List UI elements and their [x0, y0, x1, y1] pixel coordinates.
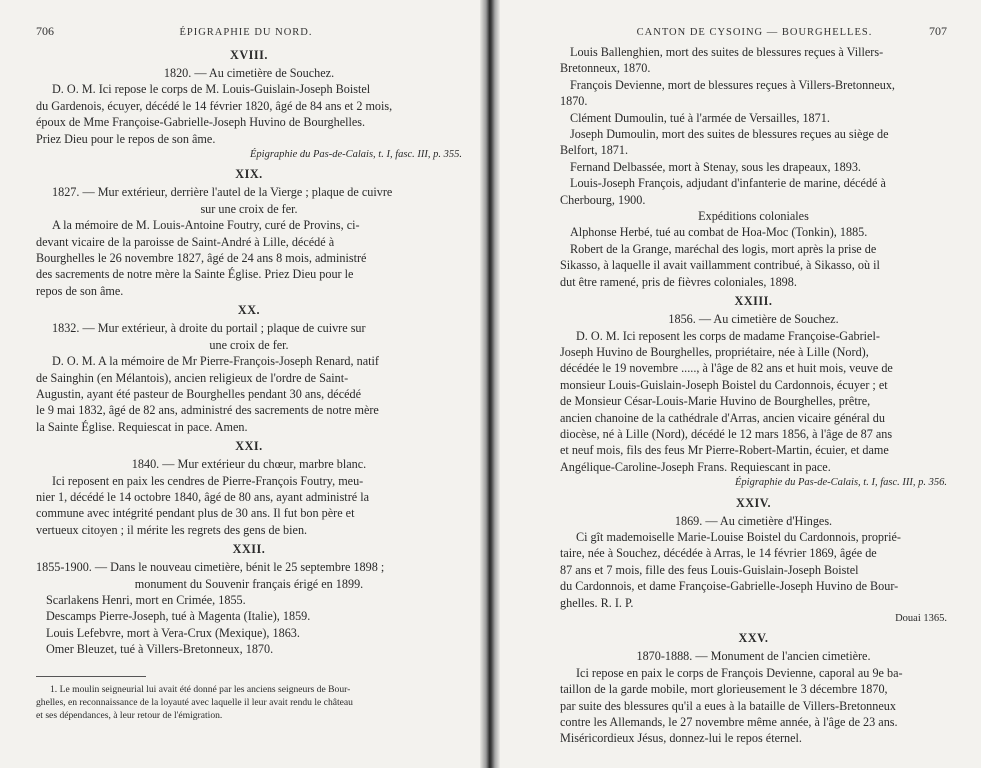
section-xviii-source: Épigraphie du Pas-de-Calais, t. I, fasc. III, p. 355. — [249, 149, 462, 161]
section-number-xxiii: XXIII. — [734, 294, 773, 309]
right-running-title: CANTON DE CYSOING — BOURGHELLES. — [636, 27, 873, 38]
text-line: le 9 mai 1832, âgé de 82 ans, administré des sacrements de notre mère — [36, 403, 379, 418]
footnote-line: 1. Le moulin seigneurial lui avait été donné par les anciens seigneurs de Bour- — [50, 683, 351, 695]
section-xix-date-line1: 1827. — Mur extérieur, derrière l'autel de la Vierge ; plaque de cuivre — [52, 185, 393, 200]
text-line: Priez Dieu pour le repos de son âme. — [36, 131, 216, 146]
list-item: Joseph Dumoulin, mort des suites de blessures reçues au siège de — [570, 127, 889, 142]
section-xxiii-date: 1856. — Au cimetière de Souchez. — [668, 312, 839, 327]
text-line: la Sainte Église. Requiescat in pace. Amen. — [36, 419, 248, 434]
section-xxiii-text — [560, 328, 947, 476]
list-item: Omer Bleuzet, tué à Villers-Bretonneux, 1870. — [46, 642, 274, 657]
list-item: Cherbourg, 1900. — [560, 192, 646, 207]
text-line: des sacrements de notre mère la Sainte Église. Priez Dieu pour le — [36, 267, 354, 282]
left-running-head — [36, 24, 462, 44]
section-xxii-list-continued — [560, 44, 947, 208]
section-xxii-date-line1: 1855-1900. — Dans le nouveau cimetière, bénit le 25 septembre 1898 ; — [36, 560, 385, 575]
list-item: Scarlakens Henri, mort en Crimée, 1855. — [46, 592, 246, 607]
section-xx-text — [36, 353, 462, 435]
text-line: Ci gît mademoiselle Marie-Louise Boistel du Cardonnois, proprié- — [576, 529, 901, 544]
expeditions-title: Expéditions coloniales — [698, 209, 809, 224]
text-line: ghelles. R. I. P. — [560, 595, 634, 610]
expeditions-list — [560, 224, 947, 290]
footnote-line: ghelles, en reconnaissance de la loyauté avec laquelle il leur avait rendu le château — [36, 696, 353, 708]
right-page-number: 707 — [929, 24, 947, 38]
section-number-xxiv: XXIV. — [735, 495, 772, 510]
list-item: Alphonse Herbé, tué au combat de Hoa-Moc (Tonkin), 1885. — [570, 225, 868, 240]
section-xviii-date: 1820. — Au cimetière de Souchez. — [163, 66, 335, 80]
text-line: D. O. M. Ici reposent les corps de madame Françoise-Gabriel- — [576, 328, 880, 343]
section-xxv-date: 1870-1888. — Monument de l'ancien cimetière. — [636, 649, 871, 664]
text-line: de Sainghin (en Mélantois), ancien religieux de l'ordre de Saint- — [36, 370, 349, 385]
text-line: ancien chanoine de la cathédrale d'Arras, ancien vicaire général du — [560, 410, 885, 425]
text-line: Ici reposent en paix les cendres de Pierre-François Foutry, meu- — [52, 473, 364, 488]
list-item: Louis-Joseph François, adjudant d'infanterie de marine, décédé à — [570, 176, 886, 191]
section-xx-date-line1: 1832. — Mur extérieur, à droite du portail ; plaque de cuivre sur — [52, 321, 366, 336]
text-line: vertueux citoyen ; il mérite les regrets des gens de bien. — [36, 522, 308, 537]
list-item: Fernand Delbassée, mort à Stenay, sous les drapeaux, 1893. — [570, 159, 861, 174]
text-line: commune avec intégrité pendant plus de 30 ans. Il fut bon père et — [36, 506, 355, 521]
text-line: repos de son âme. — [36, 283, 124, 298]
text-line: Joseph Huvino de Bourghelles, propriétaire, née à Lille (Nord), — [560, 344, 869, 359]
section-number-xix: XIX. — [235, 167, 263, 182]
section-xxi-text — [36, 473, 462, 539]
text-line: de Monsieur César-Louis-Marie Huvino de Bourghelles, prêtre, — [560, 394, 871, 409]
list-item: François Devienne, mort de blessures reçues à Villers-Bretonneux, — [570, 77, 895, 92]
text-line: D. O. M. Ici repose le corps de M. Louis-Guislain-Joseph Boistel — [52, 82, 371, 97]
footnote-divider — [36, 676, 146, 677]
left-page — [0, 0, 488, 768]
section-xviii-text — [36, 81, 462, 147]
text-line: taire, née à Souchez, décédée à Arras, le 14 février 1869, âgée de — [560, 546, 877, 561]
text-line: contre les Allemands, le 27 novembre même année, à l'âge de 23 ans. — [560, 715, 898, 730]
text-line: par suite des blessures qu'il a eues à la bataille de Villers-Bretonneux — [560, 698, 896, 713]
text-line: Ici repose en paix le corps de François Devienne, caporal au 9e ba- — [576, 665, 903, 680]
list-item: dut être ramené, pris de fièvres coloniales, 1898. — [560, 274, 797, 289]
list-item: Descamps Pierre-Joseph, tué à Magenta (Italie), 1859. — [46, 609, 311, 624]
text-line: diocèse, né à Lille (Nord), décédé le 12 mars 1856, à l'âge de 87 ans — [560, 426, 893, 441]
section-xxiii-source: Épigraphie du Pas-de-Calais, t. I, fasc. III, p. 356. — [734, 477, 947, 489]
section-xxii-list — [36, 592, 462, 658]
text-line: époux de Mme Françoise-Gabrielle-Joseph Huvino de Bourghelles. — [36, 115, 366, 130]
text-line: D. O. M. A la mémoire de Mr Pierre-François-Joseph Renard, natif — [52, 354, 379, 369]
section-xxv-text — [560, 665, 947, 747]
right-running-head — [560, 24, 947, 44]
list-item: Belfort, 1871. — [560, 143, 629, 158]
text-line: devant vicaire de la paroisse de Saint-André à Lille, décédé à — [36, 234, 335, 249]
section-number-xx: XX. — [237, 303, 261, 318]
footnote — [36, 683, 462, 722]
text-line: Augustin, ayant été pasteur de Bourghelles pendant 30 ans, décédé — [36, 386, 362, 401]
text-line: Miséricordieux Jésus, donnez-lui le repos éternel. — [560, 731, 802, 746]
right-page — [498, 0, 981, 768]
section-xxiv-text — [560, 529, 947, 611]
section-number-xxii: XXII. — [232, 542, 266, 557]
text-line: taillon de la garde mobile, mort glorieusement le 3 décembre 1870, — [560, 682, 888, 697]
text-line: du Gardenois, écuyer, décédé le 14 février 1820, âgé de 84 ans et 2 mois, — [36, 98, 393, 113]
section-xix-text — [36, 217, 462, 299]
section-xxiv-date: 1869. — Au cimetière d'Hinges. — [674, 513, 833, 528]
text-line: Angélique-Caroline-Joseph Frans. Requiescant in pace. — [560, 459, 831, 474]
section-xx-date-line2: une croix de fer. — [209, 337, 289, 352]
text-line: nier 1, décédé le 14 octobre 1840, âgé de 80 ans, ayant administré la — [36, 489, 370, 504]
list-item: Clément Dumoulin, tué à l'armée de Versailles, 1871. — [570, 110, 830, 125]
text-line: monsieur Louis-Guislain-Joseph Boistel du Cardonnois, écuyer ; et — [560, 377, 888, 392]
section-xxiv-source: Douai 1365. — [895, 613, 947, 624]
text-line: décédée le 19 novembre ....., à l'âge de 82 ans et huit mois, veuve de — [560, 361, 893, 376]
footnote-line: et ses dépendances, à leur retour de l'émigration. — [36, 709, 223, 721]
list-item: Louis Lefebvre, mort à Vera-Crux (Mexique), 1863. — [46, 625, 300, 640]
section-xix-date-line2: sur une croix de fer. — [200, 201, 298, 216]
left-page-number: 706 — [36, 24, 54, 38]
text-line: et neuf mois, fils des feus Mr Pierre-Robert-Martin, écuier, et dame — [560, 443, 889, 458]
text-line: du Cardonnois, et dame Françoise-Gabrielle-Joseph Huvino de Bour- — [560, 579, 899, 594]
list-item: Bretonneux, 1870. — [560, 61, 651, 76]
section-number-xxv: XXV. — [738, 631, 769, 646]
list-item: Sikasso, à laquelle il avait vaillamment contribué, à Sikasso, où il — [560, 258, 880, 273]
text-line: 87 ans et 7 mois, fille des feus Louis-Guislain-Joseph Boistel — [560, 562, 859, 577]
list-item: 1870. — [560, 94, 588, 109]
section-xxi-date: 1840. — Mur extérieur du chœur, marbre blanc. — [131, 457, 367, 472]
list-item: Robert de la Grange, maréchal des logis, mort après la prise de — [570, 241, 877, 256]
text-line: A la mémoire de M. Louis-Antoine Foutry, curé de Provins, ci- — [52, 218, 360, 233]
text-line: Bourghelles le 26 novembre 1827, âgé de 24 ans 8 mois, administré — [36, 251, 367, 266]
section-xxii-date-line2: monument du Souvenir français érigé en 1899. — [134, 576, 364, 591]
list-item: Louis Ballenghien, mort des suites de blessures reçues à Villers- — [570, 45, 884, 59]
left-running-title: ÉPIGRAPHIE DU NORD. — [179, 27, 313, 38]
section-number-xxi: XXI. — [235, 439, 263, 454]
section-number-xviii: XVIII. — [230, 48, 268, 62]
